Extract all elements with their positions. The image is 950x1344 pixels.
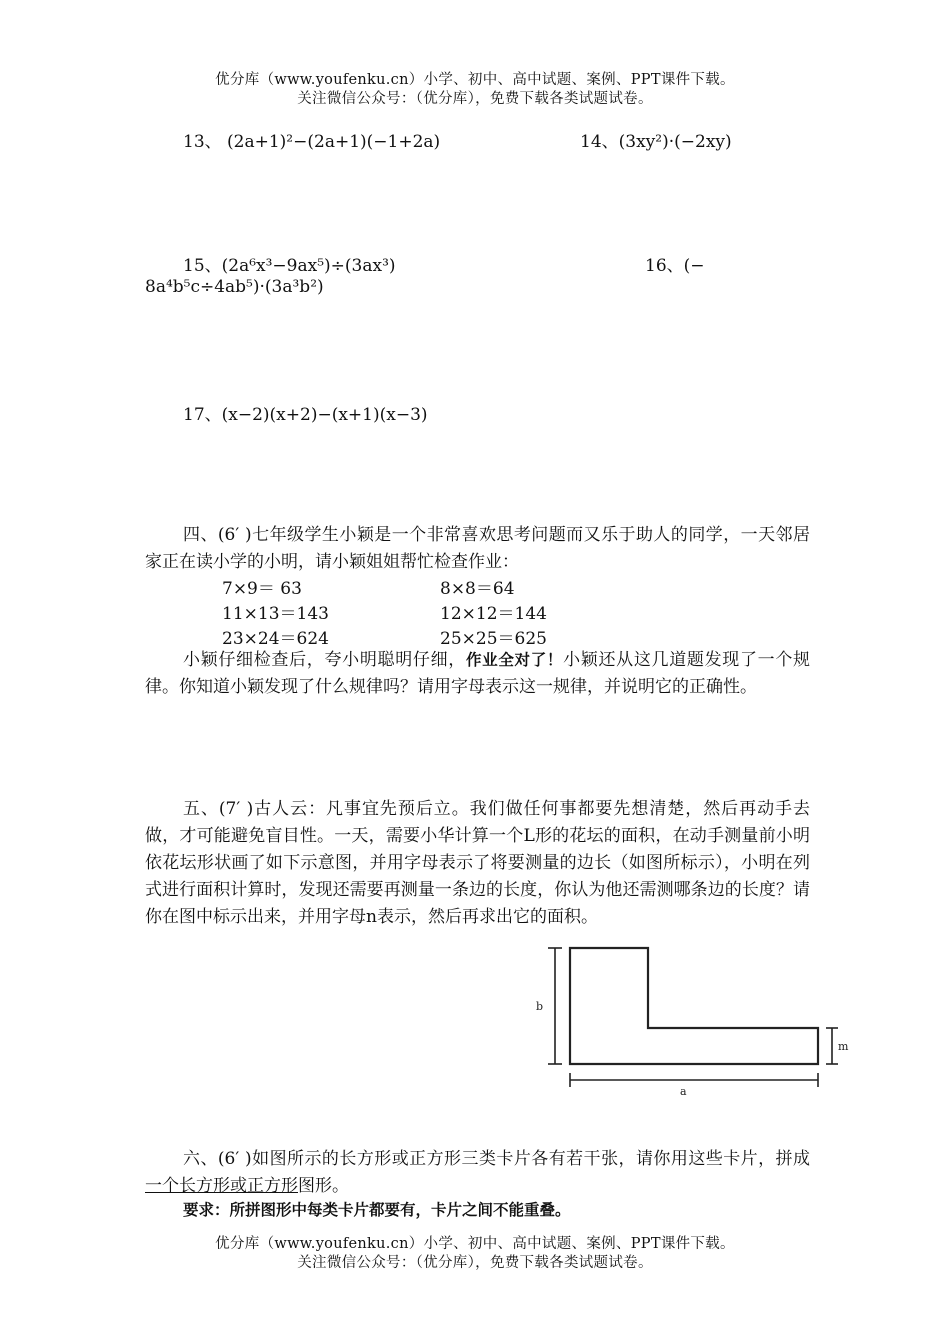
problem-13: 13、 (2a+1)²−(2a+1)(−1+2a) xyxy=(183,132,441,152)
l-shape-outline xyxy=(570,948,818,1064)
section-6-underlined: 一个长方形或正方形 xyxy=(145,1176,298,1196)
section-4-body-a: 小颖仔细检查后，夸小明聪明仔细， xyxy=(183,650,466,670)
label-m: m xyxy=(838,1040,849,1053)
problem-16-start: 16、(− xyxy=(645,256,705,276)
problem-14: 14、(3xy²)·(−2xy) xyxy=(580,132,732,152)
section-5-text: 五、(7′ )古人云：凡事宜先预后立。我们做任何事都要先想清楚，然后再动手去做，才可能避免盲目性。一天，需要小华计算一个L形的花坛的面积，在动手测量前小明依花坛形状画了如下示意图，并用字母表示了将要测量的边长（如图所标示），小明在列式进行面积计算时，发现还需要再测量一条边的长度，你认为他还需测哪条边的长度？请你在图中标示出来，并用字母n表示，然后再求出它的面积。 xyxy=(145,799,810,927)
equation-left-2: 11×13＝143 xyxy=(222,604,329,624)
label-b: b xyxy=(536,1000,544,1013)
section-6-text-b: 图形。 xyxy=(298,1176,349,1196)
problem-15: 15、(2a⁶x³−9ax⁵)÷(3ax³) xyxy=(183,256,396,276)
problem-17: 17、(x−2)(x+2)−(x+1)(x−3) xyxy=(183,405,428,425)
equation-right-2: 12×12＝144 xyxy=(440,604,547,624)
problem-16-cont: 8a⁴b⁵c÷4ab⁵)·(3a³b²) xyxy=(145,277,324,297)
header-line-1: 优分库（www.youfenku.cn）小学、初中、高中试题、案例、PPT课件下载。 xyxy=(215,72,735,88)
equation-left-3: 23×24＝624 xyxy=(222,629,329,649)
equation-right-3: 25×25＝625 xyxy=(440,629,547,649)
label-a: a xyxy=(680,1085,687,1098)
equation-right-1: 8×8＝64 xyxy=(440,579,515,599)
l-shape-diagram xyxy=(530,940,860,1100)
header-line-2: 关注微信公众号：（优分库），免费下载各类试题试卷。 xyxy=(297,91,653,107)
l-shape-figure xyxy=(530,940,860,1100)
section-6-requirement: 要求：所拼图形中每类卡片都要有，卡片之间不能重叠。 xyxy=(183,1201,571,1219)
footer-line-2: 关注微信公众号：（优分库），免费下载各类试题试卷。 xyxy=(297,1255,653,1271)
section-4-body xyxy=(145,647,810,701)
equation-left-1: 7×9＝ 63 xyxy=(222,579,302,599)
section-4-bold: 作业全对了！ xyxy=(465,651,564,669)
section-6-text-a: 六、(6′ )如图所示的长方形或正方形三类卡片各有若干张，请你用这些卡片，拼成 xyxy=(183,1149,810,1169)
section-4-intro: 四、(6′ )七年级学生小颖是一个非常喜欢思考问题而又乐于助人的同学，一天邻居家正在读小学的小明，请小颖姐姐帮忙检查作业： xyxy=(145,525,810,572)
section-6-text xyxy=(145,1146,810,1200)
section-4-body-b: 小颖还从这几道题发现了一个规律。你知道小颖发现了什么规律吗？请用字母表示这一规律，并说明它的正确性。 xyxy=(145,650,811,697)
footer-line-1: 优分库（www.youfenku.cn）小学、初中、高中试题、案例、PPT课件下载。 xyxy=(215,1236,735,1252)
